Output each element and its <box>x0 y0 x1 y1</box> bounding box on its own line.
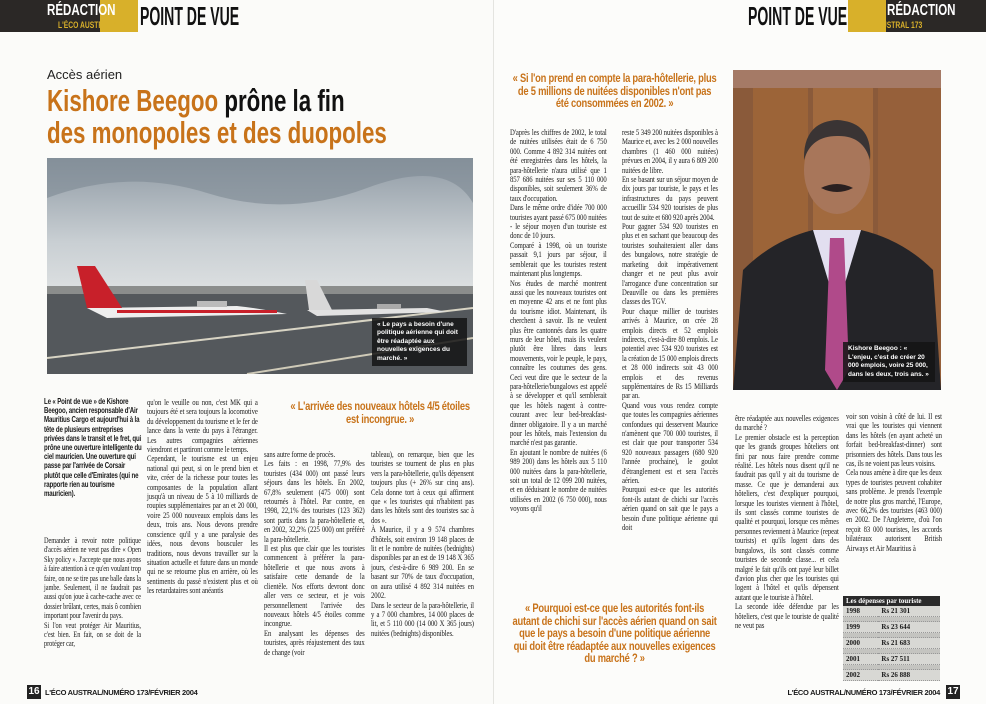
paragraph: Les faits : en 1998, 77,9% des touristes (434 000) ont passé leurs séjours dans les hôtels. En 2002, 67,8% seulement (475 000) sont retournés à l'hôtel. Par contre, en 1998, 22,1% des touristes (123 362) sont partis dans la para-hôtellerie et, en 2002, 32,2% (225 000) ont préféré la para-hôtellerie. <box>264 458 365 544</box>
paragraph: qu'on le veuille ou non, c'est MK qui a toujours été et sera toujours la locomotive du développement du tourisme et le fer de lance dans la vente du pays à l'étranger. Les autres compagnies aériennes viendront et partiront comme le temps. <box>147 397 258 455</box>
rubric-label: POINT DE VUE <box>140 1 240 31</box>
portrait-caption: Kishore Beegoo : « L'enjeu, c'est de créer 20 000 emplois, voire 25 000, dans les deux, trois ans. » <box>843 342 935 382</box>
table-row <box>843 638 940 649</box>
body-column-1 <box>44 536 141 649</box>
paragraph: En se basant sur un séjour moyen de dix jours par touriste, le pays et les infrastructures du pays peuvent accueillir 534 920 touristes de plus tout de suite et 680 920 après 2004. <box>622 174 718 222</box>
paragraph: reste 5 349 200 nuitées disponibles à Maurice et, avec les 2 000 nouvelles chambres (1 460 000 nuitées) prévues en 2004, il y aura 6 809 200 nuitées de libre. <box>622 127 718 175</box>
body-column-4 <box>371 450 474 638</box>
paragraph: Il est plus que clair que les touristes commencent à préférer la para-hôtellerie et que nous avons à satisfaire cette demande de la clientèle. Nos efforts devront donc aller vers ce secteur, et je vois personnellement l'arrivée des nouveaux hôtels 4/5 étoiles comme incongrue. <box>264 543 365 629</box>
value-cell: Rs 27 511 <box>878 654 940 665</box>
pull-quote: « Si l'on prend en compte la para-hôtellerie, plus de 5 millions de nuitées disponibles n'ont pas été consommées en 2002. » <box>512 71 717 110</box>
paragraph: Pour chaque millier de touristes arrivés à Maurice, on crée 28 emplois directs et 52 emplois indirects, c'est-à-dire 80 emplois. Le potentiel avec 534 920 touristes est la création de 15 000 emplois directs et 28 000 indirects soit 43 000 emplois et des revenus supplémentaires de Rs 15 Milliards par an. <box>622 305 718 401</box>
body-column-5 <box>510 128 607 514</box>
paragraph: Demander à revoir notre politique d'accès aérien ne veut pas dire « Open Sky policy ». J'accepte que nous ayons à faire attention à ce qu'en voulant trop faire, on ne se tire pas une balle dans la jambe. Seulement, il ne faudrait pas aussi qu'on joue à cache-cache avec ce dossier brûlant, certes, mais ô combien important pour l'avenir du pays. <box>44 535 141 621</box>
table-title: Les dépenses par touriste <box>843 596 940 606</box>
paragraph: Cela nous amène à dire que les deux types de touristes peuvent cohabiter sans problème. Je prends l'exemple de notre plus gros marché, l'Europe, avec 66,2% des touristes (463 000) en 2002. De l'Angleterre, d'où l'on reçoit 83 000 touristes, les accords bilatéraux autorisent British Airways et Air Mauritius à <box>846 467 942 553</box>
paragraph: Le premier obstacle est la perception que les grands groupes hôteliers ont fini par nous faire prendre comme réalité. Les hôtels nous disent qu'il ne faudrait pas qu'il y ait du tourisme de masse. Ce que je demanderai aux hôteliers, c'est d'expliquer pourquoi, lorsque les touristes viennent à l'hôtel, ils sont classés comme touristes de qualité et pourquoi, lorsque ces mêmes personnes reviennent à Maurice (repeat tourists) et qu'ils logent dans des bungalows, ils sont classés comme touristes de seconde classe... et cela malgré le fait qu'ils ont payé leur billet d'avion plus cher que les touristes qui logent à l'hôtel et qu'ils dépensent autant que le touriste à l'hôtel. <box>735 431 839 602</box>
value-cell: Rs 21 301 <box>878 606 940 617</box>
footer-issue-left: L'ÉCO AUSTRAL/NUMÉRO 173/FÉVRIER 2004 <box>45 688 198 697</box>
title-rest: prône la fin <box>218 83 345 118</box>
paragraph: Cependant, le tourisme est un enjeu national qui peut, si on le prend bien et vite, créer de la richesse pour toutes les composantes de la population allant jusqu'à un niveau de 5 à 10 milliards de roupies supplémentaires par an et 20 000, voire 25 000 nouveaux emplois dans les deux, trois ans. Nous devons prendre conscience qu'il y a une paralysie des idées, nous devons bousculer les traditions, nous devons travailler sur la situation actuelle et future dans un monde qui ne se retourne plus en arrière, où les sentiments du passé n'existent plus et où les retardataires sont anéantis <box>147 453 258 596</box>
paragraph: À Maurice, il y a 9 574 chambres d'hôtels, soit environ 19 148 places de lit et le nombre de nuitées (bednights) disponibles par an est de 19 148 X 365 jours, c'est-à-dire 6 989 200. En se basant sur 70% de taux d'occupation, on aura utilisé 4 892 314 nuitées en 2002. <box>371 524 474 601</box>
magazine-label: L'ÉCO AUSTRAL 173 <box>58 20 126 30</box>
value-cell: Rs 21 683 <box>878 638 940 649</box>
value-cell: Rs 26 888 <box>878 670 940 681</box>
value-cell: Rs 23 644 <box>878 622 940 633</box>
footer-issue-right: L'ÉCO AUSTRAL/NUMÉRO 173/FÉVRIER 2004 <box>787 688 940 697</box>
table-row <box>843 606 940 617</box>
paragraph: Nos études de marché montrent aussi que les nouveaux touristes ont en moyenne 42 ans et ne font plus du tourisme idiot. Maintenant, ils cherchent à savoir. Ils ne veulent plus être cantonnés dans les quatre murs de leur hôtel, mais ils veulent plutôt être libres dans leurs mouvements, voir le peuple, le pays, connaître les coutumes des gens. Ceci veut dire que le secteur de la para-hôtellerie/bungalows est appelé à se développer et qu'il semblerait que les hôtels nagent à contre-courant avec leur bed-breakfast-dinner obligatoire. Il y a un marché pour les hôtels, mais l'extension du marché n'est pas garantie. <box>510 277 607 448</box>
pull-quote: « L'arrivée des nouveaux hôtels 4/5 étoiles est incongrue. » <box>290 399 470 426</box>
page-number-left: 16 <box>28 686 40 697</box>
paragraph: Comparé à 1998, où un touriste passait 9,1 jours par séjour, il semblerait que les touristes restent maintenant plus longtemps. <box>510 239 607 279</box>
section-label: RÉDACTION <box>887 2 956 19</box>
body-column-6 <box>622 128 718 532</box>
paragraph: D'après les chiffres de 2002, le total de nuitées utilisées était de 6 750 000. Comme 4 892 314 nuitées ont été enregistrées dans les hôtels, la para-hôtellerie n'aura utilisé que 1 857 686 nuitées sur ses 5 110 000 disponibles, soit seulement 36% de taux d'occupation. <box>510 127 607 203</box>
portrait-photo <box>733 70 941 390</box>
table-row <box>843 654 940 665</box>
magazine-label: L'ÉCO AUSTRAL 173 <box>855 20 923 30</box>
title-name: Kishore Beegoo <box>47 83 219 118</box>
paragraph: Dans le secteur de la para-hôtellerie, il y a 7 000 chambres, 14 000 places de lit, et 5 110 000 (14 000 X 365 jours) nuitées (bednights) disponibles. <box>371 599 474 638</box>
photo-caption: « Le pays a besoin d'une politique aérienne qui doit être réadaptée aux nouvelles exigences du marché. » <box>372 318 467 367</box>
rubric-label: POINT DE VUE <box>748 1 848 31</box>
table-row <box>843 622 940 633</box>
year-cell: 2000 <box>843 638 878 649</box>
article-title-line1 <box>47 85 345 116</box>
article-kicker: Accès aérien <box>47 67 123 82</box>
paragraph: Pour gagner 534 920 touristes en plus et en sachant que beaucoup des touristes souhaiteraient aller dans des bungalows, notre stratégie de marketing doit impérativement changer et ne peut plus avoir l'arrogance d'une concentration sur Deauville ou dans les premières classes des TGV. <box>622 221 718 307</box>
paragraph: tableau), on remarque, bien que les touristes se tournent de plus en plus vers la para-hôtellerie, qu'ils dépensent toujours plus (+ 26% sur cinq ans). Cela donne tort à ceux qui affirment que « les touristes qui n'habitent pas dans les hôtels sont des touristes sac à dos ». <box>371 449 474 525</box>
paragraph: sans autre forme de procès. <box>264 449 336 459</box>
paragraph: Si l'on veut protéger Air Mauritius, c'est bien. En fait, on se doit de la protéger car, <box>44 619 141 649</box>
body-column-7 <box>735 414 839 630</box>
year-cell: 1998 <box>843 606 878 617</box>
year-cell: 2002 <box>843 670 878 681</box>
paragraph: Quand vous vous rendez compte que toutes les compagnies aériennes confondues qui desservent Maurice n'amènent que 700 000 touristes, il est clair que pour transporter 534 920 nouveaux passagers (680 920 l'année prochaine), le goulot d'étranglement est et sera l'accès aérien. <box>622 399 718 486</box>
year-cell: 1999 <box>843 622 878 633</box>
body-column-8 <box>846 412 942 553</box>
paragraph: En analysant les dépenses des touristes, après réajustement des taux de change (voir <box>264 627 365 657</box>
article-lede: Le « Point de vue » de Kishore Beegoo, ancien responsable d'Air Mauritius Cargo et aujourd'hui à la tête de plusieurs entreprises privées dans le transit et le fret, qui prône une ouverture intelligente du ciel mauricien. Une ouverture qui passe par l'arrivée de Corsair plutôt que celle d'Emirates (qui ne rapporte rien au tourisme mauricien). <box>44 396 142 499</box>
body-column-2 <box>147 398 258 596</box>
paragraph: voir son voisin à côté de lui. Il est vrai que les touristes qui viennent dans les hôtels (en ayant acheté un forfait bed-breakfast-dinner) sont prisonniers des hôtels. Dans tous les cas, ils ne voient pas leurs voisins. <box>846 411 942 469</box>
spending-table <box>843 596 940 681</box>
year-cell: 2001 <box>843 654 878 665</box>
section-label: RÉDACTION <box>47 2 116 19</box>
table-row <box>843 670 940 681</box>
paragraph: Dans le même ordre d'idée 700 000 touristes ayant passé 675 000 nuitées - le séjour moyen d'un touriste est donc de 10 jours. <box>510 202 607 241</box>
page-number-right: 17 <box>947 686 959 697</box>
body-column-3 <box>264 450 365 657</box>
paragraph: Pourquoi est-ce que les autorités font-ils autant de chichi sur l'accès aérien quand on sait que le pays a besoin d'une politique aérienne qui doit <box>622 484 718 533</box>
pull-quote: « Pourquoi est-ce que les autorités font-ils autant de chichi sur l'accès aérien quand on sait que le pays a besoin d'une politique aérienne qui doit être réadaptée aux nouvelles exigences du marché ? » <box>512 601 717 665</box>
paragraph: La seconde idée défendue par les hôteliers, c'est que le touriste de qualité ne veut pas <box>735 601 839 630</box>
article-title-line2: des monopoles et des duopoles <box>47 115 387 150</box>
paragraph: être réadaptée aux nouvelles exigences du marché ? <box>735 413 839 433</box>
airport-photo <box>47 158 473 374</box>
paragraph: En ajoutant le nombre de nuitées (6 989 200) dans les hôtels aux 5 110 000 nuitées dans la para-hôtellerie, soit un total de 12 099 200 nuitées, et en déduisant le nombre de nuitées utilisées en 2002 (6 750 000), nous voyons qu'il <box>510 446 607 514</box>
